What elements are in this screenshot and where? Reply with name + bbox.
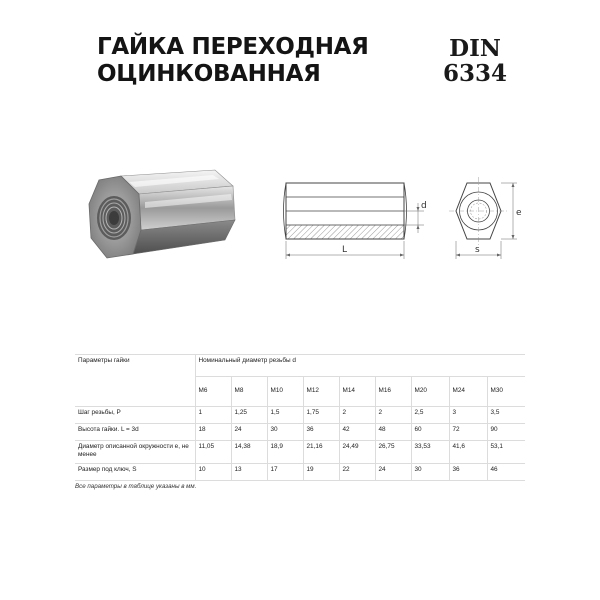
table-cell: 26,75 [375,441,411,464]
table-cell: 10 [195,464,231,481]
spec-table [75,354,525,481]
table-cell: 30 [267,424,303,441]
table-cell: 1,5 [267,407,303,424]
table-cell: 3 [449,407,487,424]
title-line-2: ОЦИНКОВАННАЯ [97,61,321,87]
table-cell: 53,1 [487,441,525,464]
dimension-s-label: s [475,245,480,255]
dimension-d-label: d [421,201,427,211]
table-row [75,441,525,464]
table-cell: 14,38 [231,441,267,464]
table-cell: 1,25 [231,407,267,424]
row-label: Высота гайки. L = 3d [75,424,195,441]
table-cell: 18 [195,424,231,441]
table-row [75,464,525,481]
table-cell: 42 [339,424,375,441]
front-view-drawing [435,175,525,270]
table-cell: 46 [487,464,525,481]
size-header: M30 [487,377,525,407]
table-cell: 21,16 [303,441,339,464]
table-cell: 36 [449,464,487,481]
size-header: M24 [449,377,487,407]
table-cell: 41,6 [449,441,487,464]
size-header: M12 [303,377,339,407]
table-cell: 19 [303,464,339,481]
size-header: M10 [267,377,303,407]
table-cell: 33,53 [411,441,449,464]
size-header: M20 [411,377,449,407]
table-cell: 24 [231,424,267,441]
param-header: Параметры гайки [75,355,195,407]
table-cell: 13 [231,464,267,481]
units-footnote: Все параметры в таблице указаны в мм. [75,483,197,490]
row-label: Шаг резьбы, P [75,407,195,424]
table-cell: 90 [487,424,525,441]
dimension-l-label: L [342,245,348,255]
table-cell: 3,5 [487,407,525,424]
table-cell: 2,5 [411,407,449,424]
diameter-header: Номинальный диаметр резьбы d [195,355,525,377]
table-cell: 17 [267,464,303,481]
table-cell: 18,9 [267,441,303,464]
table-cell: 30 [411,464,449,481]
table-row [75,407,525,424]
dimension-e-label: e [516,208,522,218]
size-header: M16 [375,377,411,407]
table-cell: 2 [375,407,411,424]
table-cell: 1,75 [303,407,339,424]
din-line-2: 6334 [442,60,507,87]
row-label: Диаметр описанной окружности e, не менее [75,441,195,464]
title-line-1: ГАЙКА ПЕРЕХОДНАЯ [97,34,369,60]
table-row [75,424,525,441]
table-cell: 24 [375,464,411,481]
table-cell: 1 [195,407,231,424]
side-view-drawing [278,175,433,270]
table-cell: 24,49 [339,441,375,464]
table-cell: 48 [375,424,411,441]
table-cell: 60 [411,424,449,441]
table-cell: 11,05 [195,441,231,464]
table-cell: 22 [339,464,375,481]
row-label: Размер под ключ, S [75,464,195,481]
size-header: M6 [195,377,231,407]
table-cell: 2 [339,407,375,424]
size-header: M14 [339,377,375,407]
coupling-nut-photo [85,168,240,273]
din-line-1: DIN [449,35,501,62]
product-title [97,34,397,88]
size-header: M8 [231,377,267,407]
din-standard-label [430,36,520,86]
table-cell: 36 [303,424,339,441]
table-cell: 72 [449,424,487,441]
